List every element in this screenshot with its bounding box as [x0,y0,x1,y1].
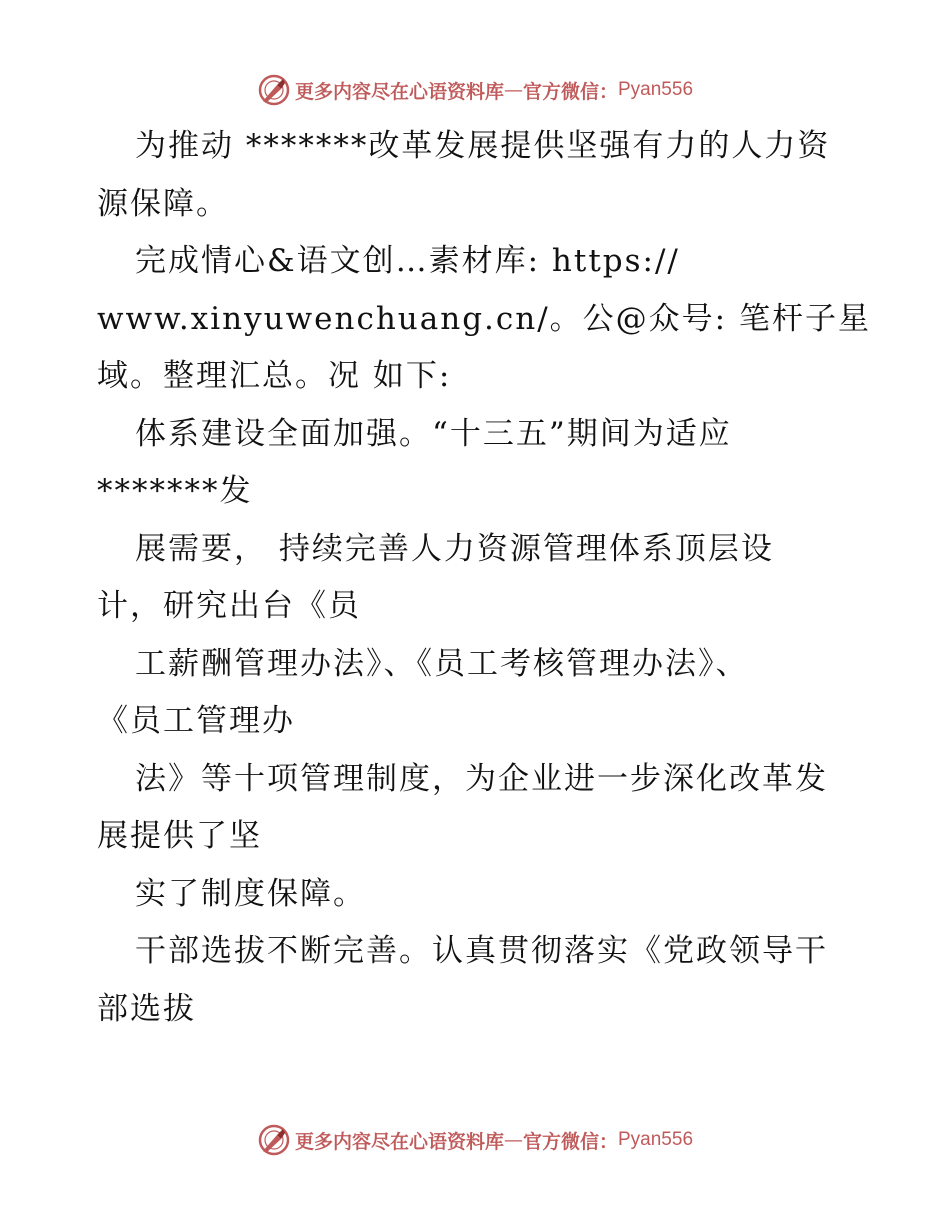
text-line: www.xinyuwenchuang.cn/。公@众号: 笔杆子星 [97,300,871,337]
text-line: 展需要， 持续完善人力资源管理体系顶层设 [135,530,774,567]
text-line: 干部选拔不断完善。认真贯彻落实《党政领导干 [135,933,828,969]
text-line: *******发 [97,473,253,509]
text-line: 域。整理汇总。况 如下: [97,358,452,394]
text-line: 体系建设全面加强。“十三五”期间为适应 [135,415,732,452]
banner-wechat-id: Pyan556 [618,79,694,100]
header-banner [0,70,950,110]
footer-banner-wechat-id: Pyan556 [618,1129,694,1150]
banner-separator: — [503,79,523,101]
text-line: 源保障。 [97,185,229,222]
text-line: 实了制度保障。 [135,875,366,912]
pen-nib-logo-icon [257,73,291,107]
footer-banner-title: 更多内容尽在心语资料库 [294,1130,504,1153]
pen-nib-logo-icon [257,1123,291,1157]
footer-banner-separator: — [503,1129,523,1151]
text-line: 工薪酬管理办法》、《员工考核管理办法》、 [135,645,749,682]
text-line: 法》等十项管理制度，为企业进一步深化改革发 [135,760,828,797]
footer-banner [0,1120,950,1160]
banner-title: 更多内容尽在心语资料库 [294,80,504,103]
footer-banner-wechat-label: 官方微信： [522,1130,618,1153]
text-line: 为推动 *******改革发展提供坚强有力的人力资 [135,128,831,164]
document-body [97,118,877,1038]
text-line: 完成情心&语文创…素材库: https:// [135,243,680,279]
banner-wechat-label: 官方微信： [522,80,618,103]
text-line: 计，研究出台《员 [97,588,361,624]
text-line: 展提供了坚 [97,818,262,854]
text-line: 《员工管理办 [97,703,295,739]
text-line: 部选拔 [97,990,196,1027]
